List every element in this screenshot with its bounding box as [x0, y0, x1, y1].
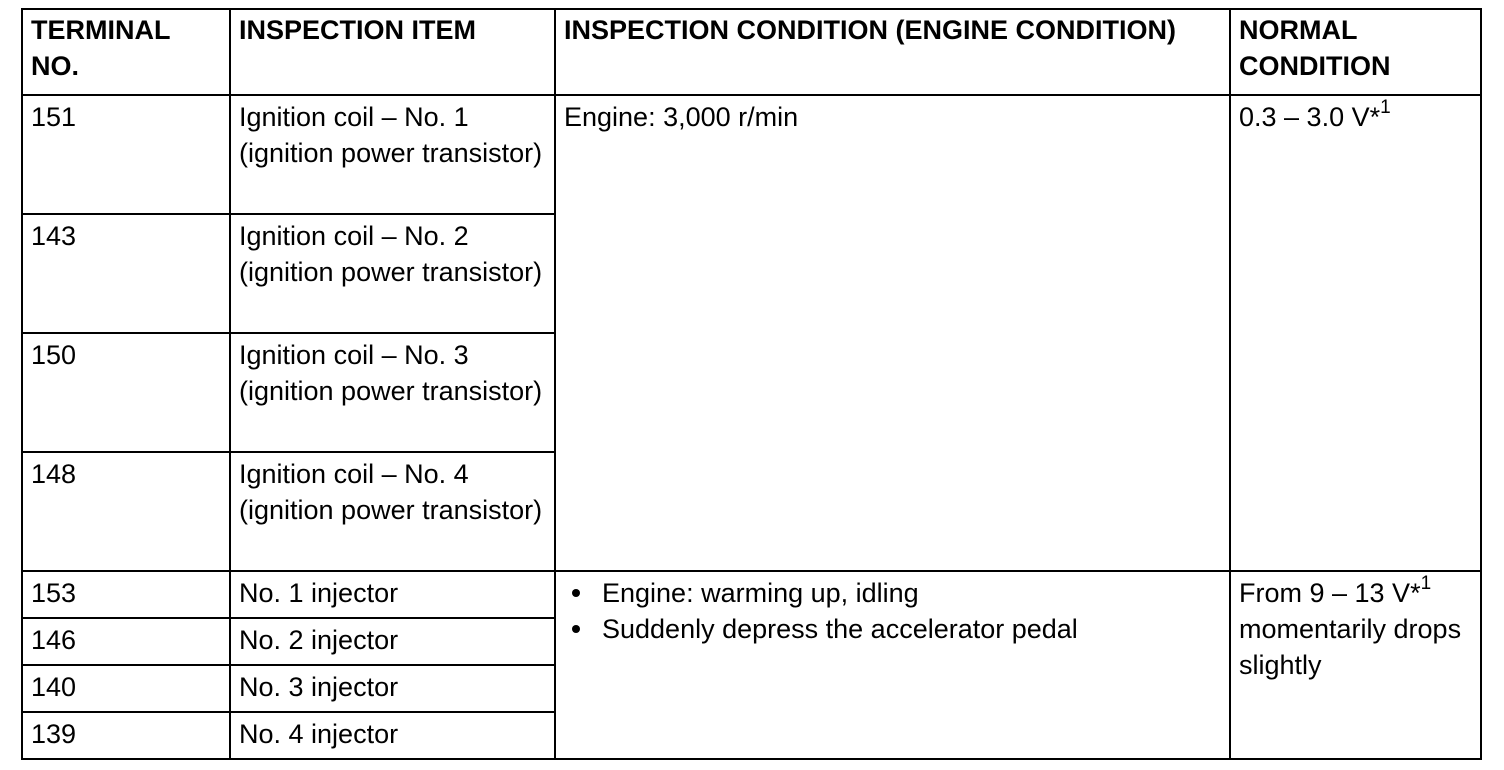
header-normal-condition: NORMAL CONDITION — [1230, 9, 1481, 95]
item-cell: No. 1 injector — [230, 571, 555, 618]
item-cell: No. 4 injector — [230, 712, 555, 759]
condition-list — [564, 575, 1223, 647]
normal-cell-coils — [1230, 95, 1481, 571]
header-row — [22, 9, 1481, 95]
table-row — [22, 95, 1481, 214]
list-item — [564, 575, 1223, 611]
item-cell: Ignition coil – No. 3 (ignition power transistor) — [230, 333, 555, 452]
footnote-ref: 1 — [1420, 573, 1432, 594]
terminal-cell: 148 — [22, 452, 230, 571]
footnote-ref: 1 — [1380, 97, 1391, 118]
table-row — [22, 571, 1481, 618]
item-cell: Ignition coil – No. 2 (ignition power transistor) — [230, 214, 555, 333]
item-cell: No. 3 injector — [230, 665, 555, 712]
condition-text: Engine: warming up, idling — [602, 578, 919, 608]
terminal-cell: 151 — [22, 95, 230, 214]
condition-cell-injectors — [555, 571, 1230, 759]
normal-cell-injectors — [1230, 571, 1481, 759]
item-cell: Ignition coil – No. 1 (ignition power transistor) — [230, 95, 555, 214]
terminal-cell: 143 — [22, 214, 230, 333]
terminal-cell: 150 — [22, 333, 230, 452]
terminal-cell: 140 — [22, 665, 230, 712]
item-cell: No. 2 injector — [230, 618, 555, 665]
normal-value-rest: momentarily drops slightly — [1239, 614, 1462, 680]
normal-value: 0.3 – 3.0 V* — [1239, 102, 1381, 132]
terminal-cell: 139 — [22, 712, 230, 759]
bullet-icon — [572, 589, 580, 597]
header-terminal-no: TERMINAL NO. — [22, 9, 230, 95]
inspection-table — [21, 8, 1482, 760]
terminal-cell: 153 — [22, 571, 230, 618]
normal-value: From 9 – 13 V* — [1239, 578, 1421, 608]
item-cell: Ignition coil – No. 4 (ignition power transistor) — [230, 452, 555, 571]
header-inspection-condition: INSPECTION CONDITION (ENGINE CONDITION) — [555, 9, 1230, 95]
list-item — [564, 611, 1223, 647]
terminal-cell: 146 — [22, 618, 230, 665]
condition-cell-coils: Engine: 3,000 r/min — [555, 95, 1230, 571]
condition-text: Suddenly depress the accelerator pedal — [602, 614, 1078, 644]
bullet-icon — [572, 625, 580, 633]
header-inspection-item: INSPECTION ITEM — [230, 9, 555, 95]
